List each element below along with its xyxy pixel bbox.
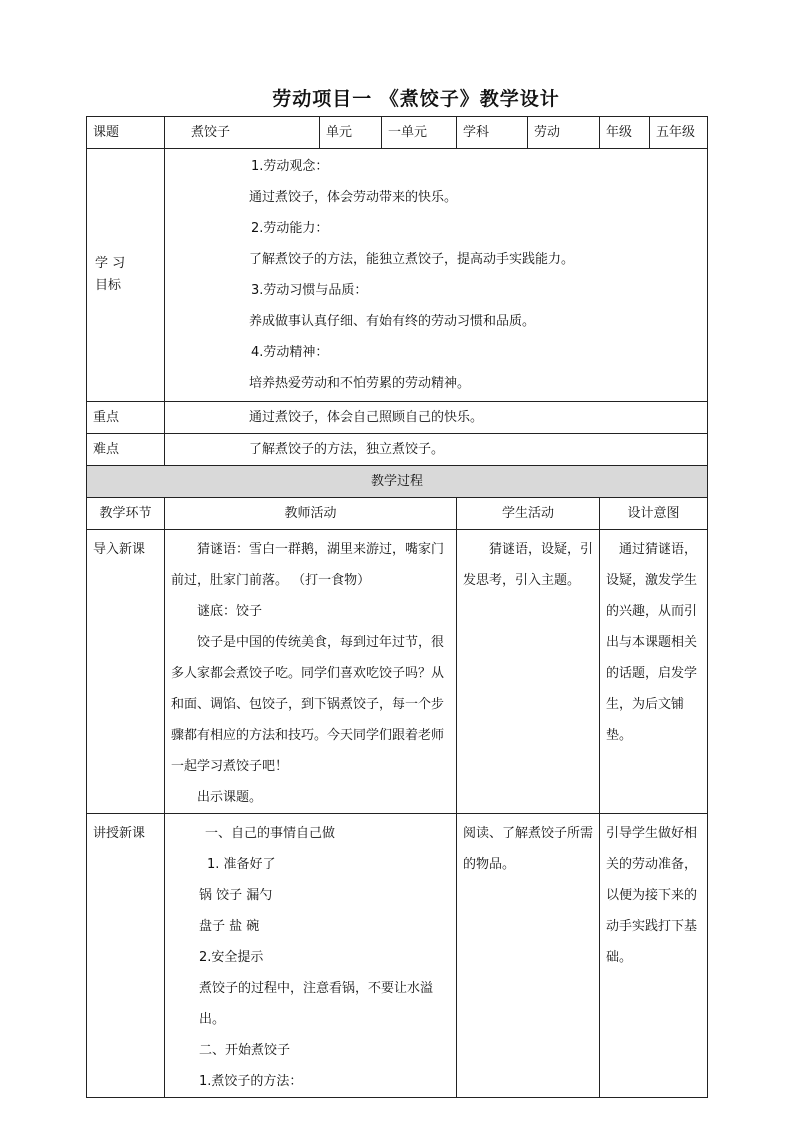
student-paragraph: 猜谜语，设疑，引发思考，引入主题。 (463, 542, 594, 588)
intent-paragraph: 引导学生做好相关的劳动准备，以便为接下来的动手实践打下基础。 (606, 826, 698, 965)
objectives-label-line1: 学 习 (95, 256, 126, 271)
teacher-paragraph: 饺子是中国的传统美食，每到过年过节，很多人家都会煮饺子吃。同学们喜欢吃饺子吗？从和面、调馅、包饺子，到下锅煮饺子，每一个步骤都有相应的方法和技巧。今天同学们跟着老师一起学习煮饺子吧！ (171, 635, 445, 774)
teacher-paragraph: 煮饺子的过程中，注意看锅，不要让水溢出。 (199, 981, 434, 1027)
process-column-headers (87, 498, 708, 530)
page-title: 劳动项目一 《煮饺子》教学设计 (272, 88, 560, 110)
objective-text: 了解煮饺子的方法，能独立煮饺子，提高动手实践能力。 (249, 252, 575, 267)
objective-text: 培养热爱劳动和不怕劳累的劳动精神。 (249, 376, 471, 391)
info-row (87, 117, 708, 149)
teacher-paragraph: 2.安全提示 (199, 950, 264, 965)
subject-value: 劳动 (528, 117, 600, 149)
grade-value: 五年级 (650, 117, 708, 149)
teacher-activity-cell (165, 814, 457, 1098)
objectives-label (87, 149, 165, 402)
unit-value: 一单元 (382, 117, 457, 149)
difficulty-row (87, 434, 708, 466)
topic-label: 课题 (87, 117, 165, 149)
objective-text: 养成做事认真仔细、有始有终的劳动习惯和品质。 (249, 314, 536, 329)
objective-heading: 2.劳动能力： (251, 221, 329, 236)
objectives-row (87, 149, 708, 402)
key-point-text: 通过煮饺子，体会自己照顾自己的快乐。 (165, 402, 708, 434)
objective-heading: 3.劳动习惯与品质： (251, 283, 368, 298)
objective-text: 通过煮饺子，体会劳动带来的快乐。 (249, 190, 458, 205)
stage-cell: 导入新课 (87, 530, 165, 814)
grade-label: 年级 (600, 117, 650, 149)
teacher-paragraph: 1.煮饺子的方法： (199, 1074, 303, 1089)
table-row (87, 530, 708, 814)
key-point-label: 重点 (87, 402, 165, 434)
stage-cell: 讲授新课 (87, 814, 165, 1098)
process-header: 教学过程 (87, 466, 708, 498)
teacher-paragraph: 二、开始煮饺子 (199, 1043, 291, 1058)
key-point-row (87, 402, 708, 434)
objectives-label-line2: 目标 (95, 278, 122, 293)
student-activity-cell (457, 814, 600, 1098)
column-header-stage: 教学环节 (87, 498, 165, 530)
teacher-paragraph: 一、自己的事情自己做 (205, 826, 336, 841)
teacher-paragraph: 谜底：饺子 (197, 604, 263, 619)
student-activity-cell (457, 530, 600, 814)
column-header-teacher: 教师活动 (165, 498, 457, 530)
student-paragraph: 阅读、了解煮饺子所需的物品。 (463, 826, 594, 872)
teacher-paragraph: 出示课题。 (197, 790, 263, 805)
objective-heading: 4.劳动精神： (251, 345, 329, 360)
lesson-plan-table (86, 116, 708, 1098)
difficulty-label: 难点 (87, 434, 165, 466)
topic-value: 煮饺子 (165, 117, 320, 149)
intent-paragraph: 通过猜谜语，设疑，激发学生的兴趣，从而引出与本课题相关的话题，启发学生，为后文铺垫。 (606, 542, 698, 743)
column-header-student: 学生活动 (457, 498, 600, 530)
design-intent-cell (600, 814, 708, 1098)
process-header-row (87, 466, 708, 498)
design-intent-cell (600, 530, 708, 814)
objectives-content (165, 149, 708, 402)
teacher-paragraph: 1. 准备好了 (207, 857, 276, 872)
subject-label: 学科 (457, 117, 528, 149)
table-row (87, 814, 708, 1098)
teacher-activity-cell (165, 530, 457, 814)
objective-heading: 1.劳动观念： (251, 159, 329, 174)
teacher-paragraph: 猜谜语：雪白一群鹅，湖里来游过，嘴家门前过，肚家门前落。 （打一食物） (171, 542, 445, 588)
unit-label: 单元 (320, 117, 382, 149)
teacher-paragraph: 锅 饺子 漏勺 (199, 888, 273, 903)
teacher-paragraph: 盘子 盐 碗 (199, 919, 260, 934)
column-header-intent: 设计意图 (600, 498, 708, 530)
difficulty-text: 了解煮饺子的方法，独立煮饺子。 (165, 434, 708, 466)
